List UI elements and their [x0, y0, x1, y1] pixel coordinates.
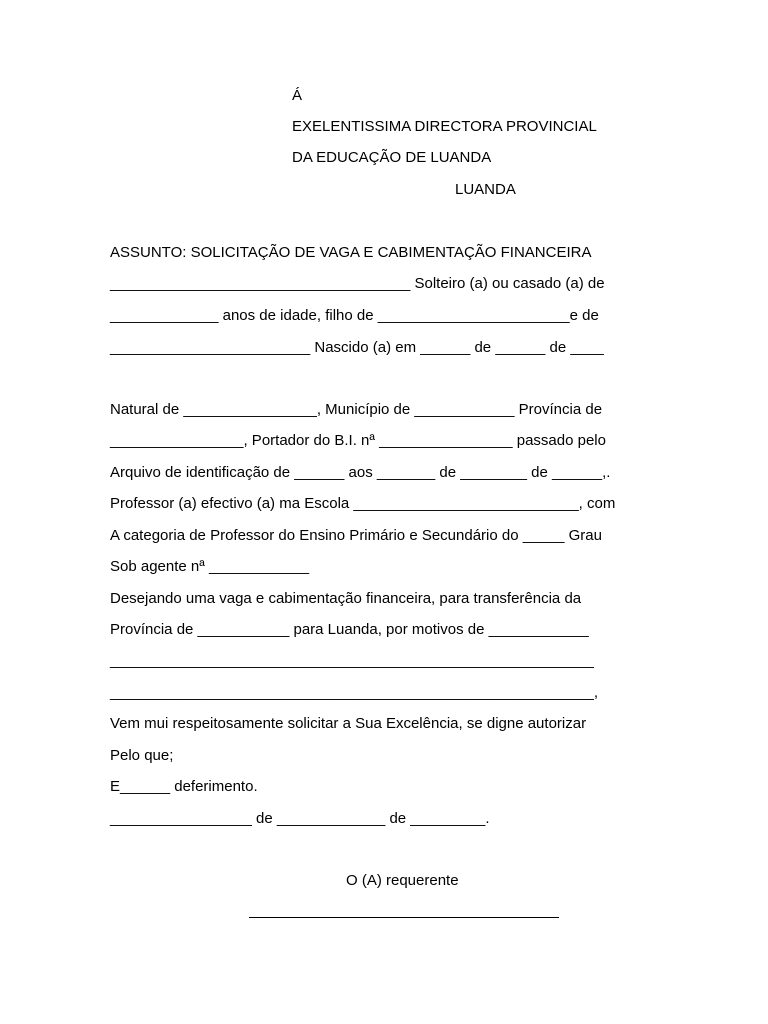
address-line-recipient: EXELENTISSIMA DIRECTORA PROVINCIAL — [292, 118, 597, 135]
address-line-city: LUANDA — [455, 181, 516, 198]
form-line: Arquivo de identificação de ______ aos _______ de ________ de ______,. — [110, 464, 611, 481]
form-line: Natural de ________________, Município de ____________ Província de — [110, 401, 603, 418]
subject-line: ASSUNTO: SOLICITAÇÃO DE VAGA E CABIMENTAÇÃO FINANCEIRA — [110, 244, 592, 261]
form-blank-line: __________________________________________________________, — [110, 684, 599, 701]
closing-line: Pelo que; — [110, 747, 174, 764]
address-line-salutation: Á — [292, 87, 303, 104]
form-blank-line: __________________________________________________________ — [110, 652, 594, 669]
form-line: ________________, Portador do B.I. nª ________________ passado pelo — [110, 432, 606, 449]
address-line-department: DA EDUCAÇÃO DE LUANDA — [292, 149, 492, 166]
form-line: Professor (a) efectivo (a) ma Escola ___________________________, com — [110, 495, 616, 512]
form-line: Desejando uma vaga e cabimentação financeira, para transferência da — [110, 590, 582, 607]
form-line: _____________ anos de idade, filho de _______________________e de — [110, 307, 599, 324]
signature-caption: O (A) requerente — [346, 872, 459, 889]
form-line: ____________________________________ Solteiro (a) ou casado (a) de — [110, 275, 605, 292]
closing-line: E______ deferimento. — [110, 778, 258, 795]
form-line: A categoria de Professor do Ensino Primário e Secundário do _____ Grau — [110, 527, 602, 544]
form-line: Sob agente nª ____________ — [110, 558, 310, 575]
form-line: ________________________ Nascido (a) em ______ de ______ de ____ — [110, 339, 604, 356]
form-line: Província de ___________ para Luanda, por motivos de ____________ — [110, 621, 589, 638]
request-line: Vem mui respeitosamente solicitar a Sua Excelência, se digne autorizar — [110, 715, 587, 732]
date-line: _________________ de _____________ de _________. — [110, 810, 490, 827]
signature-line — [249, 917, 559, 918]
